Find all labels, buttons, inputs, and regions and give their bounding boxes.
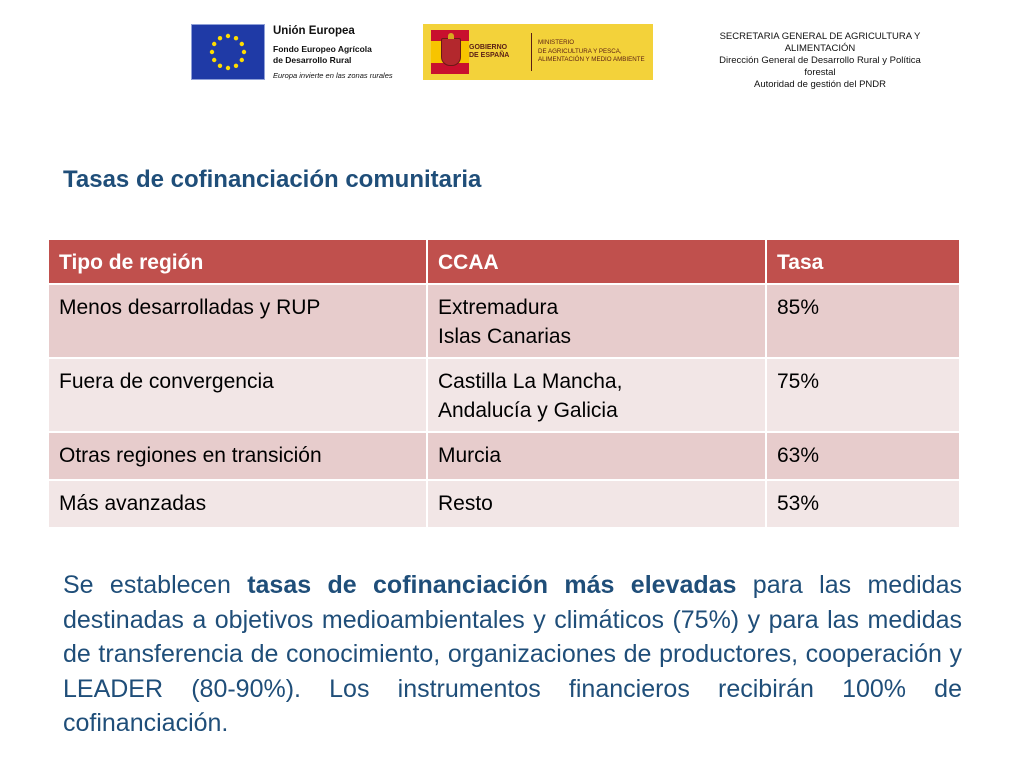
- cell-ccaa-line: Andalucía y Galicia: [438, 399, 618, 422]
- eu-logo-title: Unión Europea: [273, 25, 355, 37]
- table-row: [48, 358, 960, 432]
- cell-ccaa: [427, 284, 766, 358]
- eu-flag-icon: [191, 24, 265, 80]
- gov-logo-right-line3: ALIMENTACIÓN Y MEDIO AMBIENTE: [538, 56, 645, 64]
- org-line2: ALIMENTACIÓN: [784, 43, 856, 54]
- gov-logo-left-text: [469, 44, 521, 61]
- gov-logo-right-line2: DE AGRICULTURA Y PESCA,: [538, 47, 622, 55]
- table-header-row: [48, 239, 960, 284]
- header-region-type: Tipo de región: [48, 239, 427, 284]
- cell-ccaa-line: Islas Canarias: [438, 325, 572, 348]
- gov-logo-right-text: [538, 39, 648, 65]
- body-text-part1: Se establecen: [63, 571, 248, 599]
- cell-ccaa: [427, 358, 766, 432]
- gov-logo-left-line2: DE ESPAÑA: [469, 52, 510, 59]
- gov-logo-left-line1: GOBIERNO: [469, 43, 508, 51]
- cell-rate: 63%: [766, 432, 960, 480]
- eu-logo-tagline: Europa invierte en las zonas rurales: [273, 71, 393, 80]
- cell-ccaa: Resto: [427, 480, 766, 528]
- cofinancing-rates-table: [47, 238, 961, 529]
- table-row: [48, 432, 960, 480]
- body-text-part2: para las medidas destinadas a objetivos medioambientales y climáticos (75%) y para las medidas de transferencia de conocimiento, organizaciones de productores, cooperación y LEADER (80-90%). Los instrumentos financieros recibirán 100% de cofinanciación.: [63, 571, 962, 737]
- cell-ccaa-line: Extremadura: [438, 296, 559, 319]
- header-rate: Tasa: [766, 239, 960, 284]
- org-line1: SECRETARIA GENERAL DE AGRICULTURA Y: [719, 31, 921, 42]
- org-line4: forestal: [804, 67, 836, 78]
- cell-region: Fuera de convergencia: [48, 358, 427, 432]
- cell-rate: 75%: [766, 358, 960, 432]
- page-title: Tasas de cofinanciación comunitaria: [63, 166, 482, 193]
- cell-region: Más avanzadas: [48, 480, 427, 528]
- gov-logo-divider: [531, 33, 532, 71]
- body-text-emphasis: tasas de cofinanciación más elevadas: [247, 571, 737, 599]
- body-paragraph: [63, 568, 962, 741]
- cell-ccaa-line: Castilla La Mancha,: [438, 370, 623, 393]
- table-row: [48, 284, 960, 358]
- cell-ccaa: Murcia: [427, 432, 766, 480]
- table-row: [48, 480, 960, 528]
- spain-coat-of-arms-icon: [431, 30, 469, 74]
- cell-rate: 53%: [766, 480, 960, 528]
- header-ccaa: CCAA: [427, 239, 766, 284]
- government-logo: [423, 24, 653, 80]
- eu-logo: [191, 24, 399, 82]
- org-line3: Dirección General de Desarrollo Rural y Política: [719, 55, 921, 66]
- cell-region: Otras regiones en transición: [48, 432, 427, 480]
- gov-logo-right-line1: MINISTERIO: [538, 39, 575, 47]
- org-line5: Autoridad de gestión del PNDR: [753, 79, 887, 90]
- cell-region: Menos desarrolladas y RUP: [48, 284, 427, 358]
- organization-info: [700, 31, 940, 91]
- eu-logo-fund-line2: de Desarrollo Rural: [273, 55, 352, 65]
- eu-logo-fund-line1: Fondo Europeo Agrícola: [273, 44, 372, 54]
- cell-rate: 85%: [766, 284, 960, 358]
